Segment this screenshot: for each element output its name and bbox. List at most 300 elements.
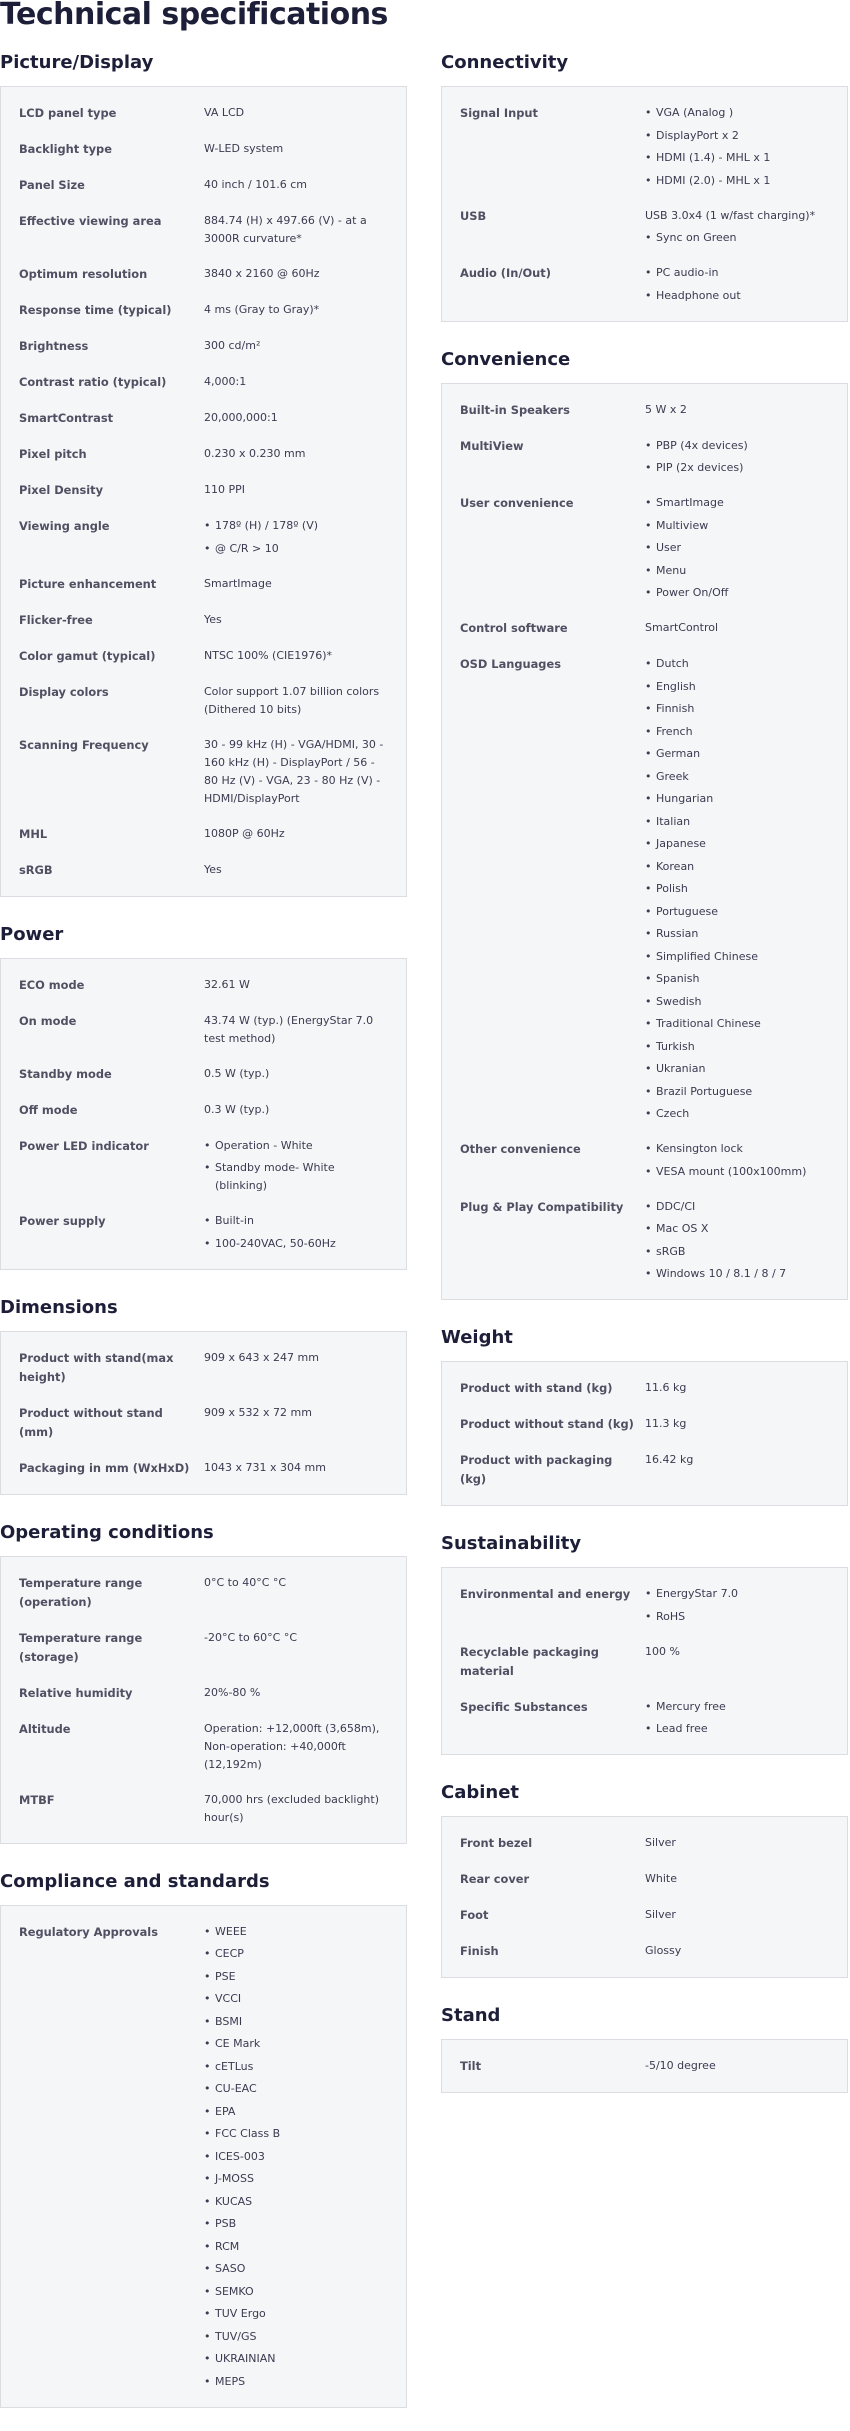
spec-value: 909 x 643 x 247 mm (204, 1350, 319, 1364)
spec-row (19, 1675, 388, 1711)
section-title: Weight (441, 1327, 513, 1348)
spec-list-item: • @ C/R > 10 (204, 540, 388, 558)
spec-list-item: • DisplayPort x 2 (645, 127, 829, 145)
spec-row (19, 1003, 388, 1056)
spec-row (460, 1189, 829, 1292)
spec-value: 40 inch / 101.6 cm (204, 178, 307, 191)
spec-row (19, 1914, 388, 2399)
spec-value-cell (204, 1921, 388, 2391)
spec-label: Color gamut (typical) (19, 648, 156, 663)
spec-label: OSD Languages (460, 657, 561, 671)
spec-value-cell (645, 1940, 829, 1961)
spec-value-cell (204, 1627, 388, 1667)
spec-table (441, 383, 848, 1301)
spec-section-compliance-and-standards (0, 1867, 407, 2408)
spec-value: White (645, 1872, 677, 1885)
spec-label: Product without stand (kg) (460, 1417, 634, 1431)
spec-value-cell (204, 1210, 388, 1253)
spec-row (460, 392, 829, 428)
spec-value-cell (204, 1063, 388, 1084)
spec-value-cell (645, 399, 829, 420)
spec-value: 43.74 W (typ.) (EnergyStar 7.0 test method) (204, 1013, 374, 1045)
spec-list-item: • FCC Class B (204, 2125, 388, 2143)
spec-label: On mode (19, 1013, 77, 1028)
spec-list-item: • German (645, 745, 829, 763)
spec-value-cell (204, 734, 388, 808)
spec-list-item: • CECP (204, 1945, 388, 1963)
spec-section-sustainability (441, 1529, 848, 1755)
spec-value-list (645, 104, 829, 190)
spec-row (19, 674, 388, 727)
spec-list-item: • Kensington lock (645, 1140, 829, 1158)
spec-row (19, 967, 388, 1003)
spec-row (460, 428, 829, 486)
section-title: Picture/Display (0, 52, 154, 73)
spec-row (19, 816, 388, 852)
spec-value-cell (204, 859, 388, 880)
spec-list-item: • SASO (204, 2260, 388, 2278)
spec-label: Brightness (19, 339, 89, 353)
spec-label: USB (460, 208, 487, 223)
spec-row (19, 400, 388, 436)
spec-row (19, 1092, 388, 1128)
spec-value-cell (204, 1718, 388, 1774)
spec-list-item: • RCM (204, 2238, 388, 2256)
spec-label: Off mode (19, 1102, 78, 1117)
spec-list-item: • PBP (4x devices) (645, 437, 829, 455)
spec-value-cell (645, 1696, 829, 1739)
spec-label: Regulatory Approvals (19, 1924, 158, 1939)
spec-value: 11.6 kg (645, 1381, 687, 1394)
spec-label: MTBF (19, 1792, 55, 1807)
spec-value-list (645, 437, 829, 478)
spec-list-item: • Windows 10 / 8.1 / 8 / 7 (645, 1265, 829, 1283)
spec-list-item: • User (645, 539, 829, 557)
spec-list-item: • Menu (645, 562, 829, 580)
spec-value: Color support 1.07 billion colors (Dithered 10 bits) (204, 684, 380, 716)
spec-label: Foot (460, 1908, 489, 1922)
spec-list-item: • EPA (204, 2103, 388, 2121)
spec-list-item: • Standby mode- White (blinking) (204, 1159, 388, 1195)
spec-label: Specific Substances (460, 1699, 588, 1714)
spec-value-list (645, 494, 829, 602)
spec-section-connectivity (441, 48, 848, 322)
section-title: Stand (441, 2005, 501, 2026)
spec-label: Temperature range (operation) (19, 1575, 143, 1609)
spec-value: 909 x 532 x 72 mm (204, 1405, 312, 1419)
spec-row (460, 485, 829, 610)
spec-list-item: • Dutch (645, 655, 829, 673)
spec-list-item: • VESA mount (100x100mm) (645, 1163, 829, 1181)
spec-value-list (645, 229, 829, 247)
spec-list-item: • Lead free (645, 1720, 829, 1738)
spec-label: Response time (typical) (19, 303, 172, 317)
spec-row (460, 646, 829, 1131)
spec-list-item: • Swedish (645, 993, 829, 1011)
spec-value: 3840 x 2160 @ 60Hz (204, 267, 320, 280)
spec-list-item: • VCCI (204, 1990, 388, 2008)
spec-row (460, 255, 829, 313)
spec-label: Product with stand(max height) (19, 1350, 174, 1384)
spec-value-cell (645, 1868, 829, 1889)
spec-table (441, 1567, 848, 1755)
spec-row (19, 1711, 388, 1782)
spec-list-item: • CU-EAC (204, 2080, 388, 2098)
spec-value-cell (204, 1402, 388, 1442)
spec-label: Pixel Density (19, 483, 104, 497)
spec-list-item: • Japanese (645, 835, 829, 853)
spec-list-item: • sRGB (645, 1243, 829, 1261)
spec-table (441, 1816, 848, 1978)
spec-value-cell (204, 823, 388, 844)
spec-value: 0.230 x 0.230 mm (204, 447, 306, 460)
spec-value-cell (645, 1641, 829, 1681)
spec-list-item: • Traditional Chinese (645, 1015, 829, 1033)
spec-value-cell (204, 443, 388, 464)
spec-value: 1080P @ 60Hz (204, 826, 285, 840)
right-column (441, 48, 848, 2116)
spec-row (460, 610, 829, 646)
spec-label: Product with stand (kg) (460, 1381, 613, 1395)
spec-section-operating-conditions (0, 1518, 407, 1844)
spec-table (441, 86, 848, 322)
spec-row (460, 198, 829, 256)
spec-value-cell (645, 1196, 829, 1284)
spec-row (19, 364, 388, 400)
spec-list-item: • English (645, 678, 829, 696)
spec-label: Optimum resolution (19, 267, 148, 281)
spec-value: W-LED system (204, 142, 284, 155)
spec-label: MultiView (460, 438, 524, 453)
section-title: Connectivity (441, 52, 569, 73)
spec-list-item: • ICES-003 (204, 2148, 388, 2166)
spec-value: 4,000:1 (204, 375, 247, 388)
spec-list-item: • TUV Ergo (204, 2305, 388, 2323)
spec-section-dimensions (0, 1293, 407, 1495)
spec-label: Front bezel (460, 1836, 533, 1850)
spec-table (441, 1361, 848, 1506)
section-title: Power (0, 923, 64, 945)
spec-value-cell (645, 1832, 829, 1853)
spec-row (460, 2048, 829, 2084)
spec-row (19, 1782, 388, 1835)
spec-value-cell (204, 1457, 388, 1478)
spec-section-picture-display (0, 48, 407, 897)
spec-list-item: • Mac OS X (645, 1220, 829, 1238)
spec-value: USB 3.0x4 (1 w/fast charging)* (645, 208, 816, 222)
spec-list-item: • MEPS (204, 2373, 388, 2391)
spec-label: Scanning Frequency (19, 737, 149, 752)
spec-value: 32.61 W (204, 977, 250, 991)
spec-list-item: • Hungarian (645, 790, 829, 808)
spec-label: Rear cover (460, 1872, 530, 1886)
spec-list-item: • PC audio-in (645, 264, 829, 282)
spec-value-cell (645, 435, 829, 478)
spec-value-list (645, 1140, 829, 1181)
spec-label: Backlight type (19, 142, 112, 156)
spec-value: Silver (645, 1836, 676, 1849)
spec-value: VA LCD (204, 106, 245, 119)
spec-value-list (645, 1585, 829, 1626)
spec-table (0, 86, 407, 897)
spec-row (19, 328, 388, 364)
spec-value: 110 PPI (204, 483, 246, 496)
spec-row (19, 131, 388, 167)
spec-label: Panel Size (19, 178, 85, 192)
spec-value: 0°C to 40°C °C (204, 1575, 287, 1589)
spec-row (19, 203, 388, 256)
spec-list-item: • Ukranian (645, 1060, 829, 1078)
spec-row (19, 1128, 388, 1204)
spec-value: Operation: +12,000ft (3,658m), Non-operation: +40,000ft (12,192m) (204, 1721, 380, 1771)
spec-value: 100 % (645, 1644, 680, 1658)
spec-value-cell (204, 1135, 388, 1196)
spec-row (460, 1370, 829, 1406)
spec-list-item: • Russian (645, 925, 829, 943)
spec-value-cell (204, 210, 388, 248)
section-title: Operating conditions (0, 1521, 214, 1543)
spec-list-item: • SEMKO (204, 2283, 388, 2301)
spec-value: 1043 x 731 x 304 mm (204, 1460, 326, 1474)
spec-value-cell (645, 1449, 829, 1489)
spec-label: Built-in Speakers (460, 402, 570, 417)
spec-label: User convenience (460, 496, 574, 510)
section-title: Sustainability (441, 1533, 582, 1554)
spec-row (19, 472, 388, 508)
spec-value-cell (645, 2055, 829, 2076)
spec-list-item: • French (645, 723, 829, 741)
spec-value-cell (204, 645, 388, 666)
spec-row (460, 1576, 829, 1634)
spec-value: 4 ms (Gray to Gray)* (204, 303, 320, 316)
spec-row (19, 292, 388, 328)
spec-list-item: • Mercury free (645, 1698, 829, 1716)
spec-row (460, 1131, 829, 1189)
spec-value-cell (645, 1138, 829, 1181)
spec-label: Recyclable packaging material (460, 1644, 599, 1678)
spec-list-item: • TUV/GS (204, 2328, 388, 2346)
spec-list-item: • Sync on Green (645, 229, 829, 247)
spec-list-item: • PSB (204, 2215, 388, 2233)
spec-value: 0.3 W (typ.) (204, 1102, 270, 1116)
spec-label: ECO mode (19, 977, 85, 992)
spec-value-list (204, 1212, 388, 1253)
spec-value: Yes (204, 612, 222, 626)
spec-label: Other convenience (460, 1142, 581, 1156)
spec-value-cell (204, 1789, 388, 1827)
spec-row (460, 1861, 829, 1897)
spec-list-item: • cETLus (204, 2058, 388, 2076)
spec-list-item: • Italian (645, 813, 829, 831)
spec-value: 20%-80 % (204, 1685, 261, 1699)
spec-label: Pixel pitch (19, 447, 87, 461)
spec-value-cell (645, 617, 829, 638)
spec-list-item: • Finnish (645, 700, 829, 718)
spec-list-item: • WEEE (204, 1923, 388, 1941)
section-title: Compliance and standards (0, 1870, 270, 1892)
spec-label: Product with packaging (kg) (460, 1453, 613, 1486)
spec-value-cell (204, 479, 388, 500)
spec-list-item: • Greek (645, 768, 829, 786)
spec-value-cell (204, 299, 388, 320)
page-title: Technical specifications (0, 0, 388, 32)
spec-value-cell (204, 335, 388, 356)
spec-label: Product without stand (mm) (19, 1405, 163, 1439)
spec-label: Temperature range (storage) (19, 1630, 143, 1664)
spec-label: Relative humidity (19, 1685, 133, 1700)
spec-list-item: • Portuguese (645, 903, 829, 921)
spec-value-cell (204, 573, 388, 594)
spec-value-cell (204, 371, 388, 392)
spec-label: Tilt (460, 2059, 482, 2073)
spec-value-cell (204, 609, 388, 630)
spec-value-cell (645, 492, 829, 602)
spec-list-item: • Turkish (645, 1038, 829, 1056)
spec-row (460, 1933, 829, 1969)
spec-list-item: • UKRAINIAN (204, 2350, 388, 2368)
spec-table (0, 1556, 407, 1844)
spec-value-cell (204, 102, 388, 123)
spec-list-item: • Polish (645, 880, 829, 898)
spec-list-item: • Simplified Chinese (645, 948, 829, 966)
spec-row (460, 1897, 829, 1933)
spec-label: Display colors (19, 684, 109, 699)
spec-row (460, 95, 829, 198)
spec-value: -20°C to 60°C °C (204, 1630, 298, 1644)
spec-row (19, 1395, 388, 1450)
spec-row (19, 602, 388, 638)
spec-value-list (645, 264, 829, 305)
spec-row (460, 1442, 829, 1497)
spec-value: SmartImage (204, 576, 272, 590)
spec-list-item: • SmartImage (645, 494, 829, 512)
spec-value-cell (645, 205, 829, 248)
spec-value: 0.5 W (typ.) (204, 1066, 270, 1080)
spec-label: Contrast ratio (typical) (19, 375, 167, 389)
spec-row (19, 256, 388, 292)
spec-list-item: • Power On/Off (645, 584, 829, 602)
spec-list-item: • PSE (204, 1968, 388, 1986)
spec-row (460, 1825, 829, 1861)
spec-list-item: • J-MOSS (204, 2170, 388, 2188)
spec-value: Yes (204, 862, 222, 876)
spec-value-cell (645, 1377, 829, 1398)
spec-value: 20,000,000:1 (204, 411, 278, 424)
spec-label: Effective viewing area (19, 214, 162, 228)
spec-list-item: • 100-240VAC, 50-60Hz (204, 1235, 388, 1253)
spec-value-cell (204, 407, 388, 428)
spec-section-cabinet (441, 1778, 848, 1978)
spec-list-item: • EnergyStar 7.0 (645, 1585, 829, 1603)
spec-value-cell (204, 263, 388, 284)
spec-value-cell (204, 1347, 388, 1387)
spec-label: Flicker-free (19, 612, 93, 627)
spec-table (0, 1331, 407, 1495)
spec-row (19, 1565, 388, 1620)
spec-value-list (645, 1698, 829, 1739)
spec-value-list (204, 1923, 388, 2391)
spec-value-cell (204, 974, 388, 995)
spec-value-list (204, 517, 388, 558)
spec-label: Picture enhancement (19, 576, 157, 591)
spec-value-cell (645, 1583, 829, 1626)
spec-label: Finish (460, 1944, 499, 1958)
spec-section-convenience (441, 345, 848, 1301)
spec-row (19, 1340, 388, 1395)
spec-section-power (0, 920, 407, 1270)
spec-label: MHL (19, 826, 48, 841)
spec-row (19, 436, 388, 472)
spec-value-cell (204, 515, 388, 558)
spec-value-cell (645, 653, 829, 1123)
left-column (0, 48, 407, 2431)
spec-value: -5/10 degree (645, 2059, 716, 2072)
spec-list-item: • HDMI (1.4) - MHL x 1 (645, 149, 829, 167)
section-title: Dimensions (0, 1296, 118, 1318)
spec-row (19, 566, 388, 602)
spec-label: Standby mode (19, 1066, 112, 1081)
spec-row (460, 1689, 829, 1747)
spec-value-cell (645, 102, 829, 190)
spec-list-item: • CE Mark (204, 2035, 388, 2053)
spec-label: Control software (460, 621, 568, 635)
spec-row (19, 1620, 388, 1675)
spec-value: 11.3 kg (645, 1417, 687, 1430)
spec-value-cell (204, 681, 388, 719)
spec-value-cell (204, 1572, 388, 1612)
spec-list-item: • BSMI (204, 2013, 388, 2031)
spec-value-cell (645, 262, 829, 305)
spec-section-weight (441, 1323, 848, 1506)
spec-row (19, 508, 388, 566)
spec-list-item: • KUCAS (204, 2193, 388, 2211)
spec-value: Glossy (645, 1944, 682, 1957)
spec-row (19, 1203, 388, 1261)
spec-list-item: • Built-in (204, 1212, 388, 1230)
spec-value-cell (204, 138, 388, 159)
spec-label: LCD panel type (19, 106, 117, 120)
spec-row (460, 1406, 829, 1442)
spec-value: 16.42 kg (645, 1453, 694, 1466)
spec-row (19, 638, 388, 674)
section-title: Convenience (441, 348, 571, 370)
spec-row (19, 727, 388, 816)
spec-label: Power LED indicator (19, 1138, 149, 1153)
spec-row (19, 167, 388, 203)
spec-label: Audio (In/Out) (460, 266, 551, 280)
spec-value: 300 cd/m² (204, 339, 261, 352)
spec-value-cell (204, 1010, 388, 1048)
spec-label: Altitude (19, 1721, 71, 1736)
spec-value-cell (645, 1413, 829, 1434)
spec-value-cell (645, 1904, 829, 1925)
spec-value-list (204, 1137, 388, 1196)
spec-table (441, 2039, 848, 2093)
spec-value-cell (204, 174, 388, 195)
spec-label: Packaging in mm (WxHxD) (19, 1460, 190, 1475)
section-title: Cabinet (441, 1782, 520, 1803)
spec-value-cell (204, 1682, 388, 1703)
spec-label: sRGB (19, 862, 53, 877)
spec-list-item: • RoHS (645, 1608, 829, 1626)
spec-section-stand (441, 2001, 848, 2093)
spec-list-item: • Headphone out (645, 287, 829, 305)
spec-list-item: • Spanish (645, 970, 829, 988)
spec-label: Environmental and energy (460, 1587, 631, 1601)
spec-list-item: • Czech (645, 1105, 829, 1123)
spec-list-item: • 178º (H) / 178º (V) (204, 517, 388, 535)
spec-list-item: • Operation - White (204, 1137, 388, 1155)
